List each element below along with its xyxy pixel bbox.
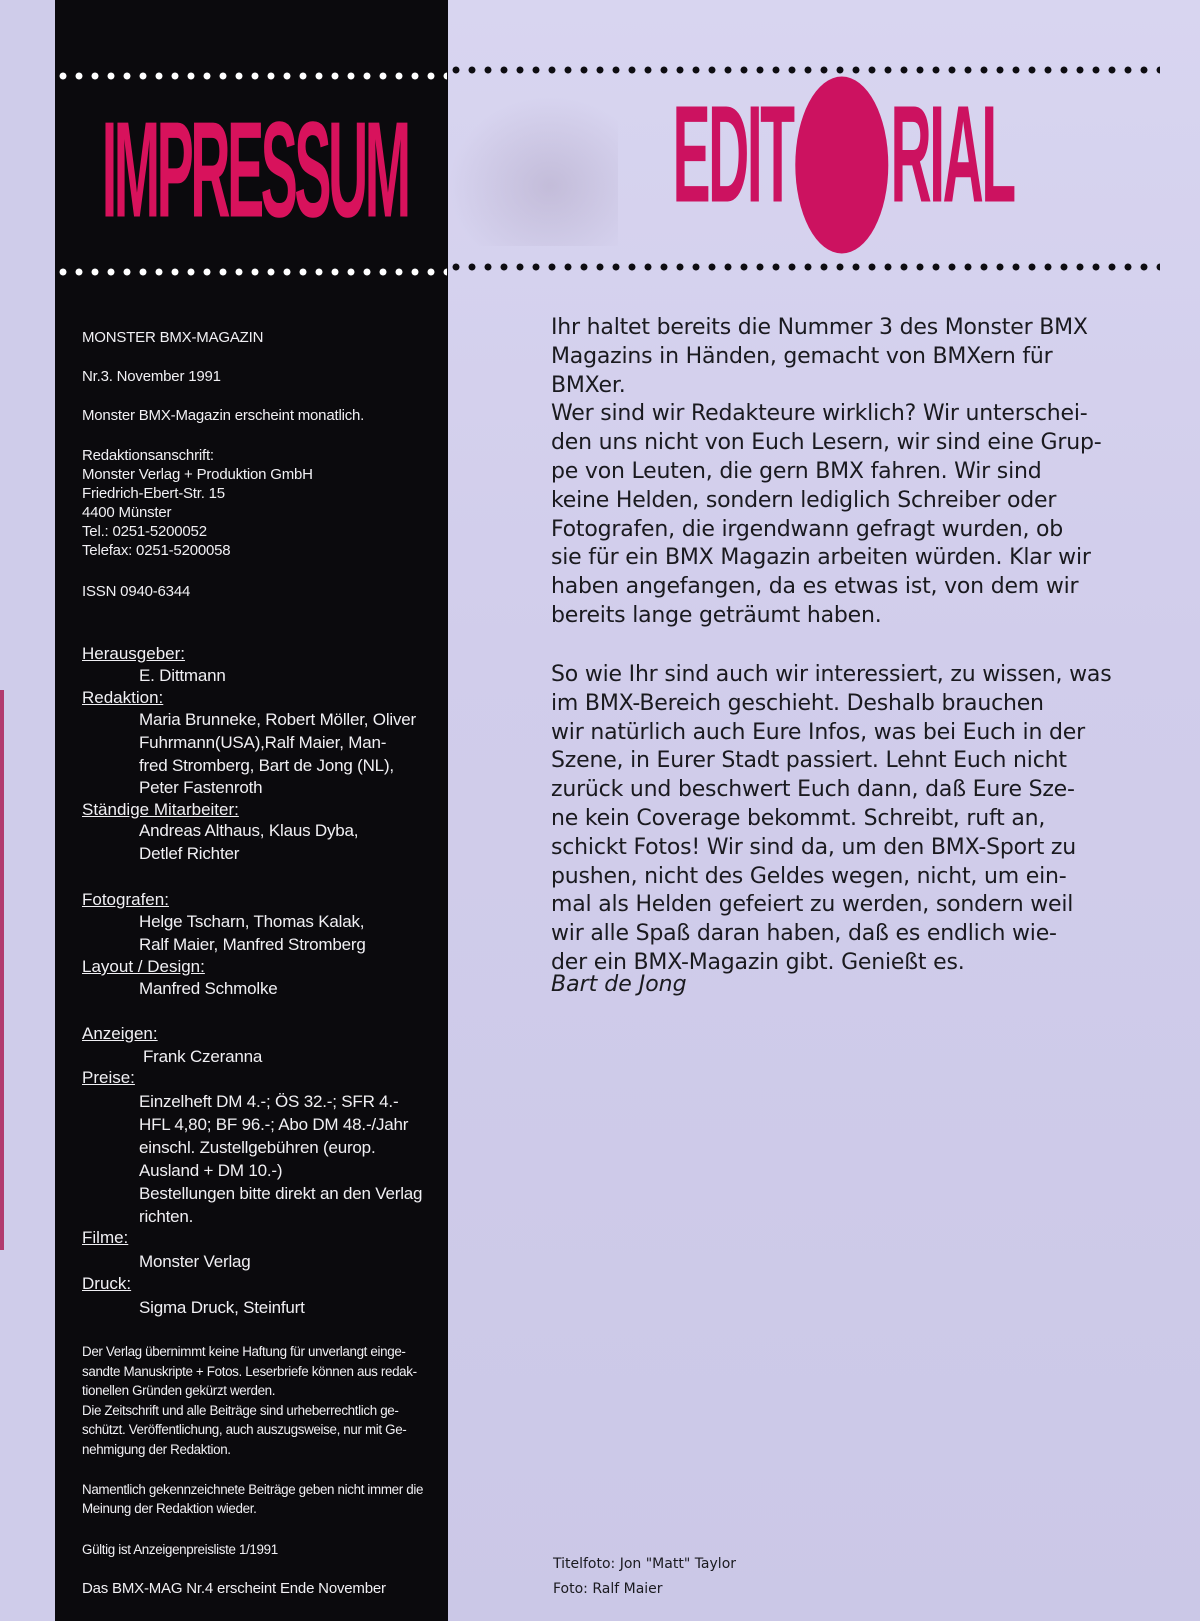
editorial-signature: Bart de Jong xyxy=(551,972,687,997)
publisher-value: E. Dittmann xyxy=(139,666,226,685)
next-issue-note: Das BMX-MAG Nr.4 erscheint Ende November xyxy=(82,1580,386,1597)
editorial-title-right: RIAL xyxy=(890,78,1014,232)
opinion-line: Namentlich gekennzeichnete Beiträge geben nicht immer die xyxy=(82,1482,424,1497)
text-line: pushen, nicht des Geldes wegen, nicht, um ein- xyxy=(551,863,1067,889)
cover-photo-credit: Titelfoto: Jon "Matt" Taylor xyxy=(553,1556,737,1572)
address-line: Friedrich-Ebert-Str. 15 xyxy=(82,485,225,502)
issn: ISSN 0940-6344 xyxy=(82,583,191,600)
text-line: BMXer. xyxy=(551,372,626,398)
editorial-paragraph-2 xyxy=(551,661,1131,978)
dotted-rule-top xyxy=(448,64,1160,76)
label-editorial-staff: Redaktion: xyxy=(82,688,164,707)
impressum-heading xyxy=(75,95,435,247)
impressum-column xyxy=(55,0,448,1621)
editorial-staff-line: Fuhrmann(USA),Ralf Maier, Man- xyxy=(139,733,387,752)
editorial-staff-line: fred Stromberg, Bart de Jong (NL), xyxy=(139,756,394,775)
disclaimer-line: tionellen Gründen gekürzt werden. xyxy=(82,1383,276,1398)
ads-value: Frank Czeranna xyxy=(143,1047,263,1066)
dotted-rule-top xyxy=(55,70,447,82)
label-photographers: Fotografen: xyxy=(82,890,169,909)
editorial-heading xyxy=(672,78,1014,245)
text-line: Fotografen, die irgendwann gefragt wurden, ob xyxy=(551,516,1064,542)
disclaimer-line: Die Zeitschrift und alle Beiträge sind urheberrechtlich ge- xyxy=(82,1403,399,1418)
text-line: So wie Ihr sind auch wir interessiert, zu wissen, was xyxy=(551,662,1112,687)
photo-credit: Foto: Ralf Maier xyxy=(553,1581,663,1597)
label-films: Filme: xyxy=(82,1228,129,1247)
impressum-title: IMPRESSUM xyxy=(102,95,408,247)
address-line: 4400 Münster xyxy=(82,504,172,521)
text-line: sie für ein BMX Magazin arbeiten würden. Klar wir xyxy=(551,545,1091,571)
label-contributors: Ständige Mitarbeiter: xyxy=(82,800,239,819)
label-publisher: Herausgeber: xyxy=(82,644,186,663)
disclaimer-line: Der Verlag übernimmt keine Haftung für unverlangt einge- xyxy=(82,1344,406,1359)
editorial-column xyxy=(448,0,1200,1621)
label-ads: Anzeigen: xyxy=(82,1024,158,1043)
disclaimer-line: sandte Manuskripte + Fotos. Leserbriefe können aus redak- xyxy=(82,1364,417,1379)
text-line: Szene, in Eurer Stadt passiert. Lehnt Euch nicht xyxy=(551,748,1067,774)
prices-line: richten. xyxy=(139,1207,194,1226)
disclaimer-line: schützt. Veröffentlichung, auch auszugsweise, nur mit Ge- xyxy=(82,1422,407,1437)
label-layout: Layout / Design: xyxy=(82,957,205,976)
address-line: Telefax: 0251-5200058 xyxy=(82,542,231,559)
address-line: Tel.: 0251-5200052 xyxy=(82,523,207,540)
contributors-line: Andreas Althaus, Klaus Dyba, xyxy=(139,821,359,840)
prices-line: HFL 4,80; BF 96.-; Abo DM 48.-/Jahr xyxy=(139,1115,409,1134)
issue-number: Nr.3. November 1991 xyxy=(82,368,221,385)
editorial-staff-line: Peter Fastenroth xyxy=(139,778,263,797)
text-line: wir natürlich auch Eure Infos, was bei Euch in der xyxy=(551,719,1085,745)
circle-o-icon xyxy=(795,77,888,254)
photographers-line: Ralf Maier, Manfred Stromberg xyxy=(139,935,366,954)
text-line: mal als Helden gefeiert zu werden, sondern weil xyxy=(551,892,1074,918)
photographers-line: Helge Tscharn, Thomas Kalak, xyxy=(139,912,365,931)
price-list-note: Gültig ist Anzeigenpreisliste 1/1991 xyxy=(82,1542,278,1557)
text-line: haben angefangen, da es etwas ist, von dem wir xyxy=(551,574,1079,600)
layout-value: Manfred Schmolke xyxy=(139,979,278,998)
text-line: wir alle Spaß daran haben, daß es endlich wie- xyxy=(551,921,1057,947)
background-photo-ghost xyxy=(448,96,618,246)
text-line: zurück und beschwert Euch dann, daß Eure Sze- xyxy=(551,777,1075,803)
editorial-title-left: EDIT xyxy=(672,78,793,232)
print-value: Sigma Druck, Steinfurt xyxy=(139,1298,305,1317)
text-line: im BMX-Bereich geschieht. Deshalb brauchen xyxy=(551,690,1044,716)
address-line: Monster Verlag + Produktion GmbH xyxy=(82,466,313,483)
text-line: der ein BMX-Magazin gibt. Genießt es. xyxy=(551,949,965,975)
films-value: Monster Verlag xyxy=(139,1252,251,1271)
text-line: pe von Leuten, die gern BMX fahren. Wir sind xyxy=(551,458,1042,484)
prices-line: Einzelheft DM 4.-; ÖS 32.-; SFR 4.- xyxy=(139,1092,399,1111)
text-line: keine Helden, sondern lediglich Schreiber oder xyxy=(551,487,1057,513)
text-line: bereits lange geträumt haben. xyxy=(551,602,882,628)
opinion-line: Meinung der Redaktion wieder. xyxy=(82,1501,257,1516)
text-line: den uns nicht von Euch Lesern, wir sind eine Grup- xyxy=(551,430,1102,456)
text-line: ne kein Coverage bekommt. Schreibt, ruft an, xyxy=(551,805,1046,831)
dotted-rule-bottom xyxy=(448,261,1160,273)
text-line: Ihr haltet bereits die Nummer 3 des Monster BMX xyxy=(551,315,1088,340)
dotted-rule-bottom xyxy=(55,266,447,278)
contributors-line: Detlef Richter xyxy=(139,844,240,863)
magazine-name: MONSTER BMX-MAGAZIN xyxy=(82,329,264,346)
editorial-paragraph-1 xyxy=(551,314,1131,631)
disclaimer-line: nehmigung der Redaktion. xyxy=(82,1442,231,1457)
editorial-staff-line: Maria Brunneke, Robert Möller, Oliver xyxy=(139,710,416,729)
prices-line: Bestellungen bitte direkt an den Verlag xyxy=(139,1184,423,1203)
frequency: Monster BMX-Magazin erscheint monatlich. xyxy=(82,407,365,424)
label-print: Druck: xyxy=(82,1274,132,1293)
label-prices: Preise: xyxy=(82,1068,135,1087)
prices-line: Ausland + DM 10.-) xyxy=(139,1161,283,1180)
prices-line: einschl. Zustellgebühren (europ. xyxy=(139,1138,376,1157)
text-line: schickt Fotos! Wir sind da, um den BMX-Sport zu xyxy=(551,834,1077,860)
text-line: Magazins in Händen, gemacht von BMXern für xyxy=(551,343,1053,369)
page-margin xyxy=(0,0,55,1621)
editorial-title xyxy=(672,77,1013,254)
text-line: Wer sind wir Redakteure wirklich? Wir unterschei- xyxy=(551,401,1088,427)
address-line: Redaktionsanschrift: xyxy=(82,447,214,464)
